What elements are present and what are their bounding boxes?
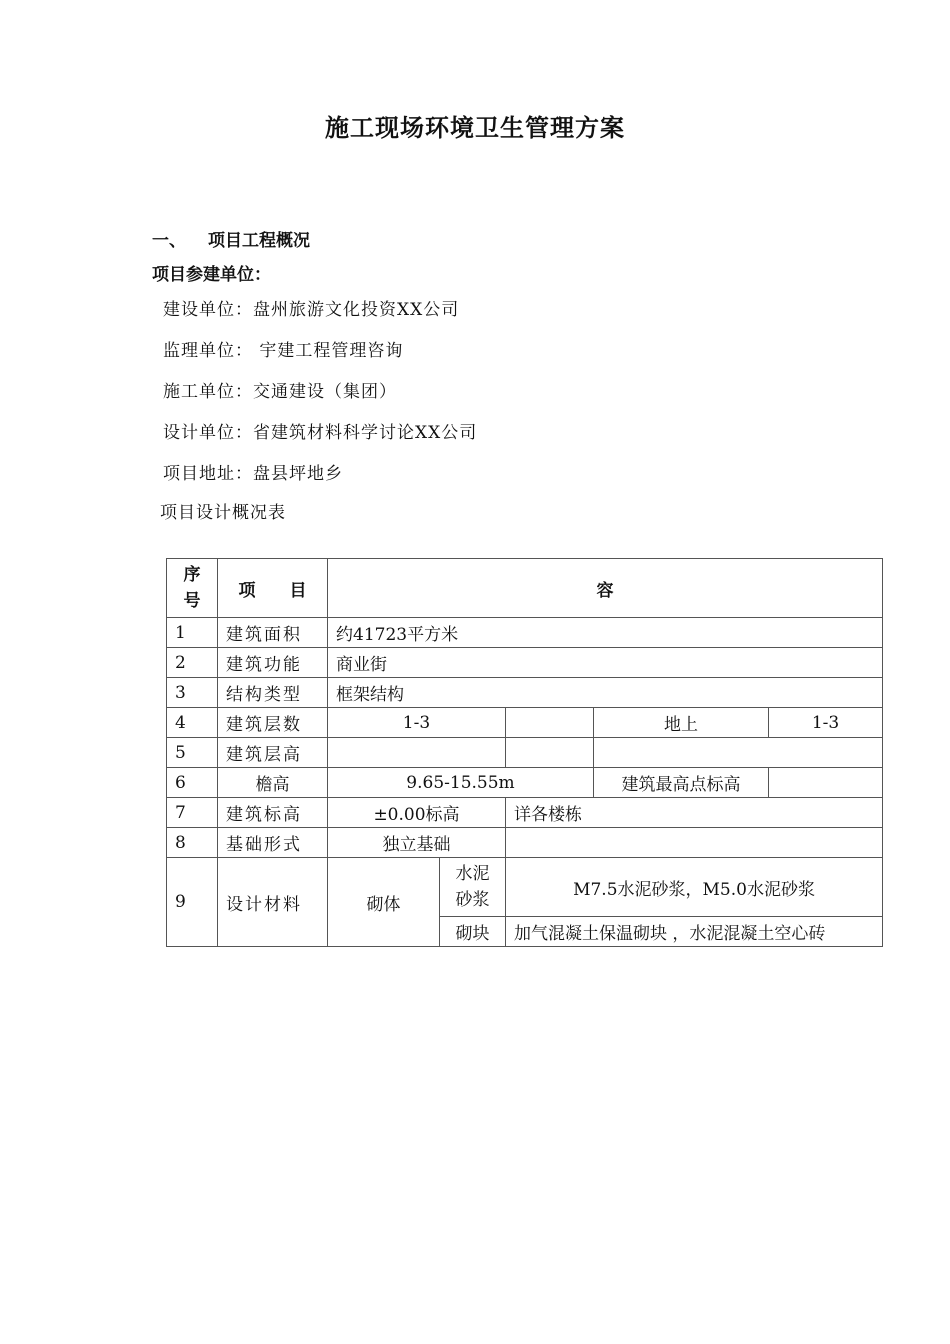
table-row xyxy=(167,678,883,708)
section-number: 一、 xyxy=(152,231,186,251)
row-seq: 4 xyxy=(167,708,218,738)
row-item: 设计材料 xyxy=(218,858,328,947)
participant-contractor: 施工单位：交通建设（集团） xyxy=(163,382,397,402)
participant-owner: 建设单位：盘州旅游文化投资XX公司 xyxy=(163,300,460,320)
table-row xyxy=(167,738,883,768)
seq-header: 序 号 xyxy=(167,559,218,618)
row-value: 框架结构 xyxy=(328,678,883,708)
row-seq: 2 xyxy=(167,648,218,678)
row-value-2: 1-3 xyxy=(769,708,883,738)
item-header: 项 目 xyxy=(218,559,328,618)
table-row xyxy=(167,858,883,917)
mortar-label: 水泥 砂浆 xyxy=(440,858,506,917)
row-value: 商业街 xyxy=(328,648,883,678)
row-item: 建筑标高 xyxy=(218,798,328,828)
row-value: 9.65-15.55m xyxy=(328,768,594,798)
row-seq: 1 xyxy=(167,618,218,648)
content-header: 容 xyxy=(328,559,883,618)
table-header-row xyxy=(167,559,883,618)
mortar-value: M7.5水泥砂浆，M5.0水泥砂浆 xyxy=(506,858,883,917)
document-title: 施工现场环境卫生管理方案 xyxy=(325,113,625,142)
table-row xyxy=(167,798,883,828)
section-heading xyxy=(152,226,310,251)
empty-cell xyxy=(328,738,506,768)
project-design-table xyxy=(166,558,883,947)
table-row xyxy=(167,828,883,858)
table-row xyxy=(167,648,883,678)
participant-supervisor: 监理单位： 宇建工程管理咨询 xyxy=(163,341,404,361)
empty-cell xyxy=(594,738,883,768)
row-seq: 8 xyxy=(167,828,218,858)
block-label: 砌块 xyxy=(440,917,506,947)
row-item: 基础形式 xyxy=(218,828,328,858)
row-seq: 5 xyxy=(167,738,218,768)
row-item: 建筑面积 xyxy=(218,618,328,648)
row-item: 建筑层数 xyxy=(218,708,328,738)
row-seq: 6 xyxy=(167,768,218,798)
table-row xyxy=(167,708,883,738)
row-label-2: 地上 xyxy=(594,708,769,738)
section-title: 项目工程概况 xyxy=(208,231,310,251)
empty-cell xyxy=(769,768,883,798)
row-seq: 9 xyxy=(167,858,218,947)
row-label-2: 建筑最高点标高 xyxy=(594,768,769,798)
empty-cell xyxy=(506,738,594,768)
row-item: 结构类型 xyxy=(218,678,328,708)
block-value: 加气混凝土保温砌块 ，水泥混凝土空心砖 xyxy=(506,917,883,947)
row-note: 详各楼栋 xyxy=(506,798,883,828)
row-seq: 7 xyxy=(167,798,218,828)
table-caption: 项目设计概况表 xyxy=(160,503,286,523)
row-item: 檐高 xyxy=(218,768,328,798)
participants-heading: 项目参建单位： xyxy=(152,265,271,285)
table-row xyxy=(167,618,883,648)
row-seq: 3 xyxy=(167,678,218,708)
row-value: 约41723平方米 xyxy=(328,618,883,648)
row-item: 建筑功能 xyxy=(218,648,328,678)
empty-cell xyxy=(506,828,883,858)
row-item: 建筑层高 xyxy=(218,738,328,768)
row-value: 独立基础 xyxy=(328,828,506,858)
empty-cell xyxy=(506,708,594,738)
row-value: ±0.00标高 xyxy=(328,798,506,828)
participant-designer: 设计单位：省建筑材料科学讨论XX公司 xyxy=(163,423,478,443)
project-address: 项目地址：盘县坪地乡 xyxy=(163,464,343,484)
table-row xyxy=(167,768,883,798)
material-group: 砌体 xyxy=(328,858,440,947)
row-value: 1-3 xyxy=(328,708,506,738)
